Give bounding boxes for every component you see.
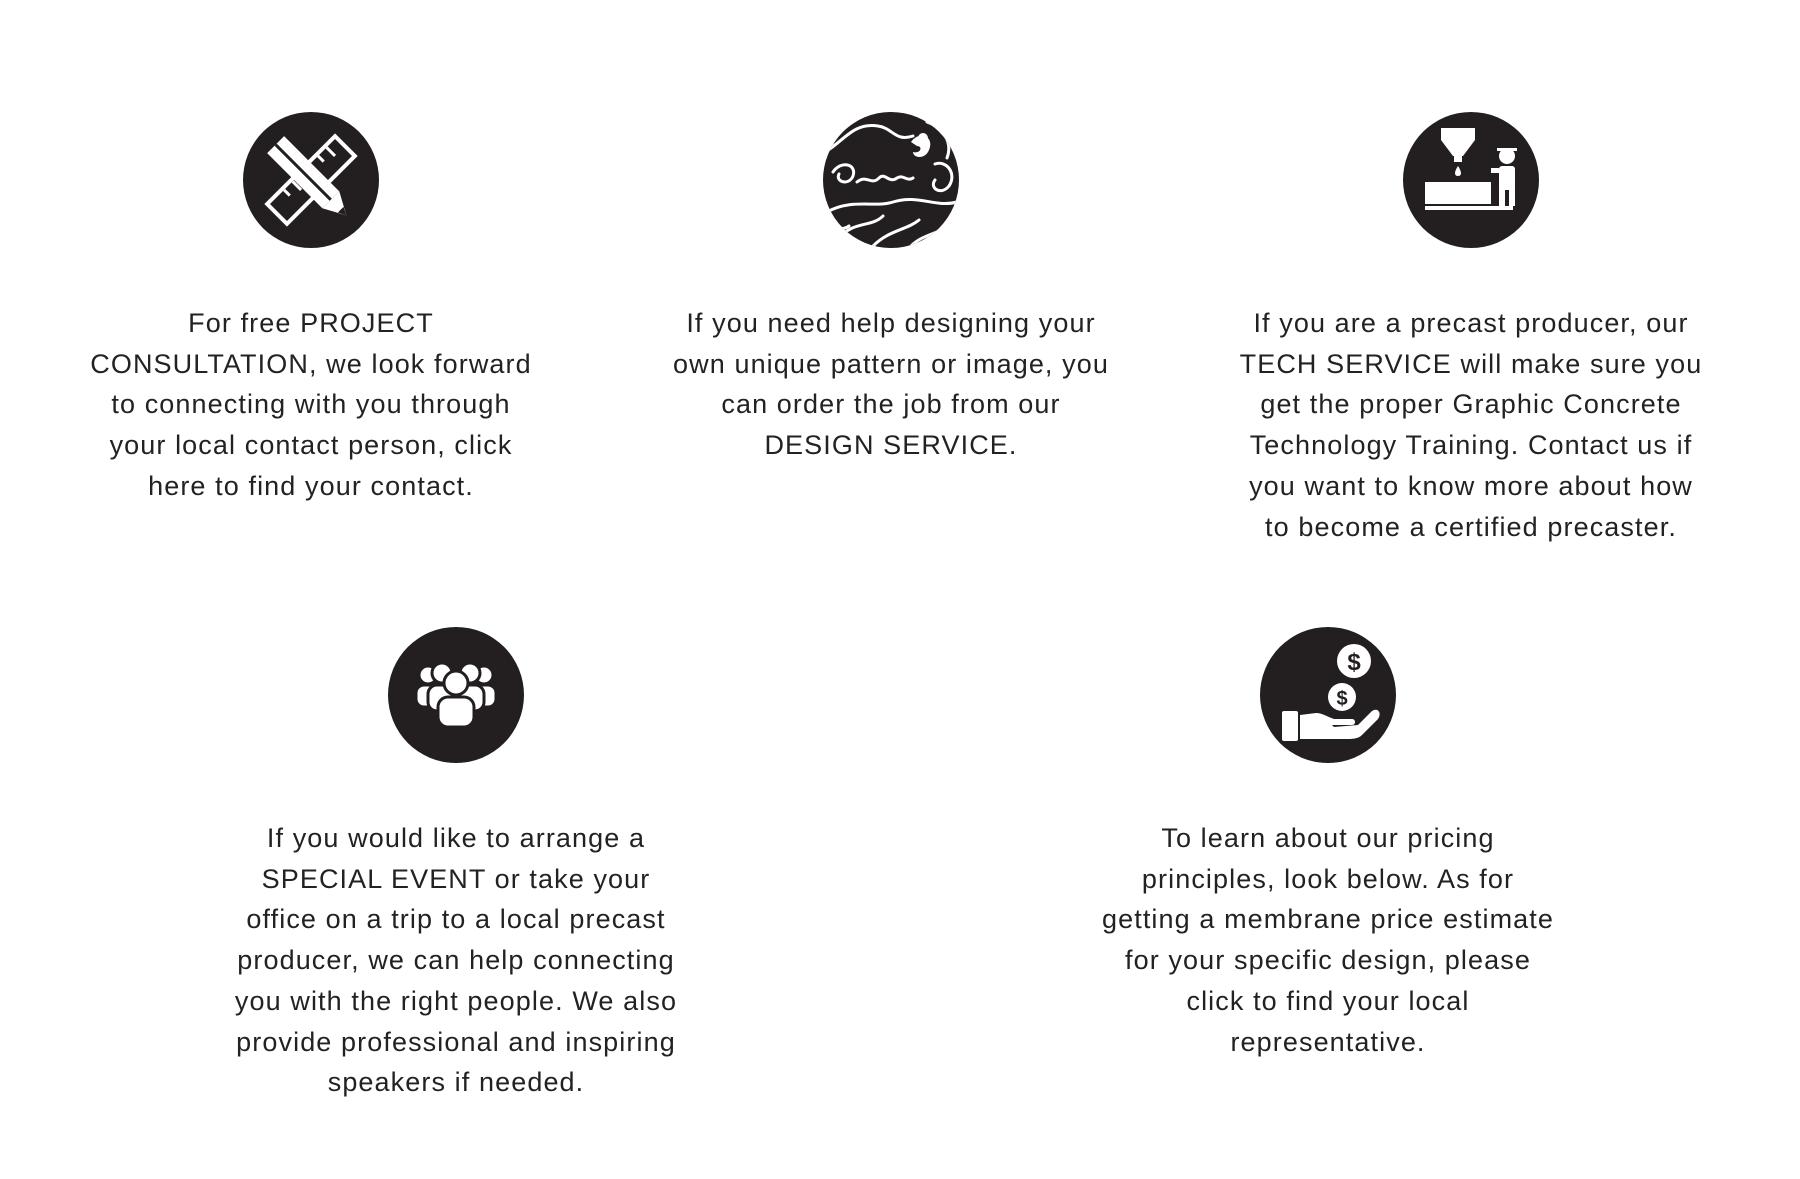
text-line: to connecting with you through [111,389,511,420]
text-line: CONSULTATION, we look forward [90,348,532,379]
text-line: TECH SERVICE will make sure you [1239,348,1703,379]
people-group-icon[interactable] [388,627,524,763]
precast-worker-icon[interactable] [1403,112,1539,248]
text-line: To learn about our pricing [1161,823,1495,853]
pattern-design-icon[interactable] [823,112,959,248]
project-consultation-text [76,303,546,507]
text-line: producer, we can help connecting [237,945,675,976]
tech-service-text [1231,303,1711,547]
design-service-text [656,303,1126,466]
text-line: representative. [1230,1026,1426,1057]
pricing-text [1078,818,1578,1062]
text-line: provide professional and inspiring [236,1026,676,1057]
service-design [641,112,1141,466]
text-line: For free PROJECT [188,308,434,338]
text-line: here to find your contact. [148,470,474,501]
text-line: own unique pattern or image, you [673,348,1109,379]
text-line: get the proper Graphic Concrete [1260,389,1682,420]
text-line: Technology Training. Contact us if [1249,430,1693,461]
text-line: principles, look below. As for [1141,863,1515,894]
service-tech [1221,112,1721,547]
text-line: If you would like to arrange a [266,823,646,853]
text-line: click to find your local [1186,985,1470,1016]
text-line: you want to know more about how [1249,470,1693,501]
text-line: for your specific design, please [1125,945,1531,976]
ruler-pencil-icon[interactable] [243,112,379,248]
text-line: your local contact person, click [109,430,513,461]
text-line: getting a membrane price estimate [1101,904,1554,935]
text-line: SPECIAL EVENT or take your [261,863,651,894]
svg-text:$: $ [1336,688,1348,710]
svg-text:$: $ [1347,649,1361,676]
text-line: If you need help designing your [686,308,1096,338]
special-event-text [216,818,696,1103]
hand-money-icon[interactable] [1260,627,1396,763]
text-line: speakers if needed. [327,1067,585,1098]
text-line: to become a certified precaster. [1265,511,1677,542]
text-line: you with the right people. We also [234,985,678,1016]
service-project-consultation [61,112,561,507]
service-pricing [1078,627,1578,1062]
text-line: DESIGN SERVICE. [764,430,1018,461]
text-line: office on a trip to a local precast [246,904,666,935]
text-line: If you are a precast producer, our [1253,308,1689,338]
text-line: can order the job from our [721,389,1061,420]
service-special-event [206,627,706,1103]
